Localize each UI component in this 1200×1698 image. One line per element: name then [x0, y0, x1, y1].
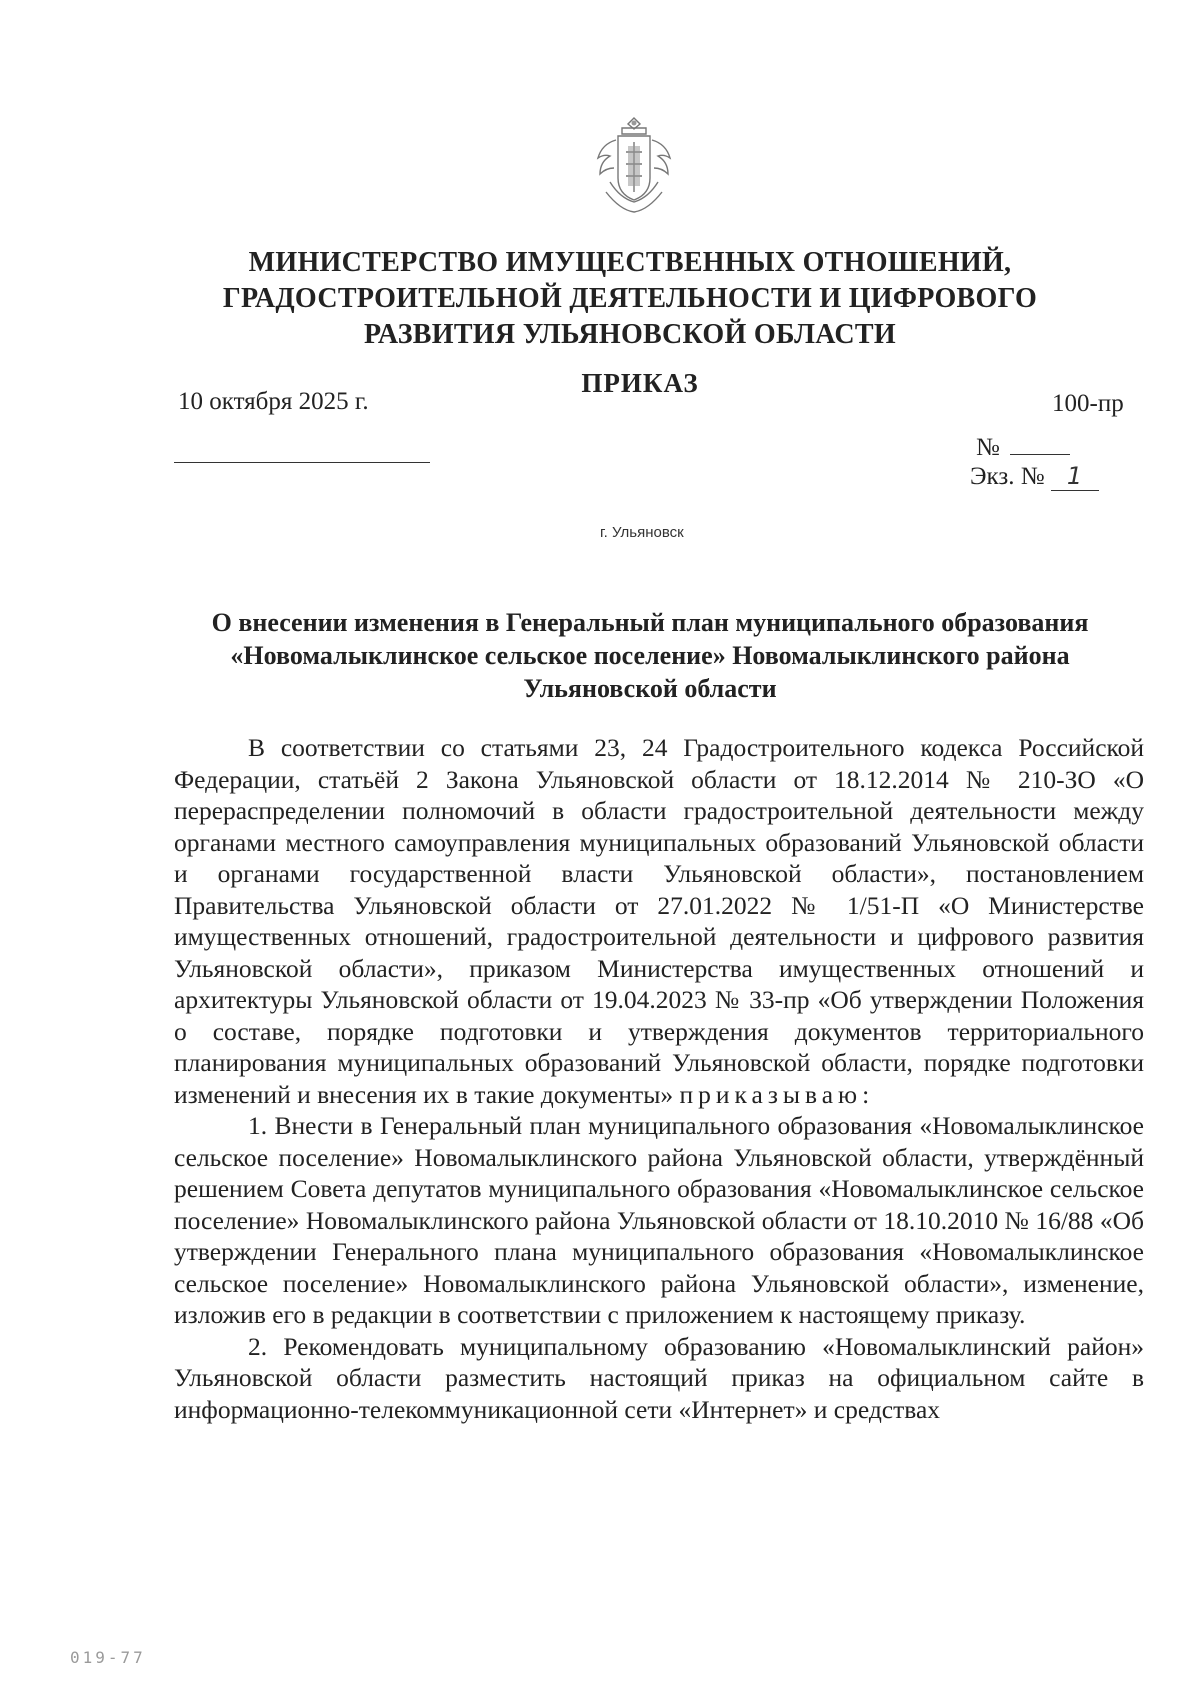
copy-field — [970, 462, 1099, 491]
order-item-1: 1. Внести в Генеральный план муниципального образования «Новомалыклинское сельское поселение» Новомалыклинского района Ульяновской области, утверждённый решением Совета депутатов муниципального образования «Новомалыклинское сельское поселение» Новомалыклинского района Ульяновской области от 18.10.2010 № 16/88 «Об утверждении Генерального плана муниципального образования «Новомалыклинское сельское поселение» Новомалыклинского района Ульяновской области», изменение, изложив его в редакции в соответствии с приложением к настоящему приказу. — [174, 1111, 1144, 1329]
number-label: № — [976, 434, 1000, 461]
subject-line: «Новомалыклинское сельское поселение» Новомалыклинского района — [230, 641, 1070, 670]
archive-stamp: 019-77 — [70, 1648, 146, 1667]
ministry-line: МИНИСТЕРСТВО ИМУЩЕСТВЕННЫХ ОТНОШЕНИЙ, — [248, 247, 1012, 278]
order-subject — [160, 606, 1140, 705]
order-item-2: 2. Рекомендовать муниципальному образованию «Новомалыклинский район» Ульяновской области разместить настоящий приказ на официальном сайте в информационно-телекоммуникационной сети «Интернет» и средствах — [174, 1331, 1144, 1424]
order-word: приказываю: — [679, 1079, 875, 1109]
number-underline — [1010, 432, 1070, 455]
ministry-line: РАЗВИТИЯ УЛЬЯНОВСКОЙ ОБЛАСТИ — [364, 319, 896, 350]
city-name: г. Ульяновск — [600, 524, 684, 541]
date-underline — [174, 462, 430, 463]
preamble-paragraph — [174, 732, 1144, 1110]
copy-label: Экз. № — [970, 463, 1045, 490]
coat-of-arms-icon — [588, 112, 680, 216]
order-date: 10 октября 2025 г. — [178, 388, 369, 415]
subject-line: О внесении изменения в Генеральный план муниципального образования — [211, 608, 1089, 637]
number-field — [976, 432, 1070, 462]
order-body — [174, 732, 1144, 1425]
ministry-line: ГРАДОСТРОИТЕЛЬНОЙ ДЕЯТЕЛЬНОСТИ И ЦИФРОВОГО — [222, 283, 1038, 314]
subject-line: Ульяновской области — [523, 674, 777, 703]
order-title: ПРИКАЗ — [581, 368, 699, 398]
preamble-text: В соответствии со статьями 23, 24 Градостроительного кодекса Российской Федерации, статьёй 2 Закона Ульяновской области от 18.12.2014 № 210-ЗО «О перераспределении полномочий в области градостроительной деятельности между органами местного самоуправления муниципальных образований Ульяновской области и органами государственной власти Ульяновской области», постановлением Правительства Ульяновской области от 27.01.2022 № 1/51-П «О Министерстве имущественных отношений, градостроительной деятельности и цифрового развития Ульяновской области», приказом Министерства имущественных отношений и архитектуры Ульяновской области от 19.04.2023 № 33-пр «Об утверждении Положения о составе, порядке подготовки и утверждения документов территориального планирования муниципальных образований Ульяновской области, порядке подготовки изменений и внесения их в такие документы» — [174, 733, 1144, 1109]
ministry-name — [190, 245, 1070, 353]
copy-number: 1 — [1051, 462, 1099, 491]
order-number: 100-пр — [1052, 390, 1124, 417]
